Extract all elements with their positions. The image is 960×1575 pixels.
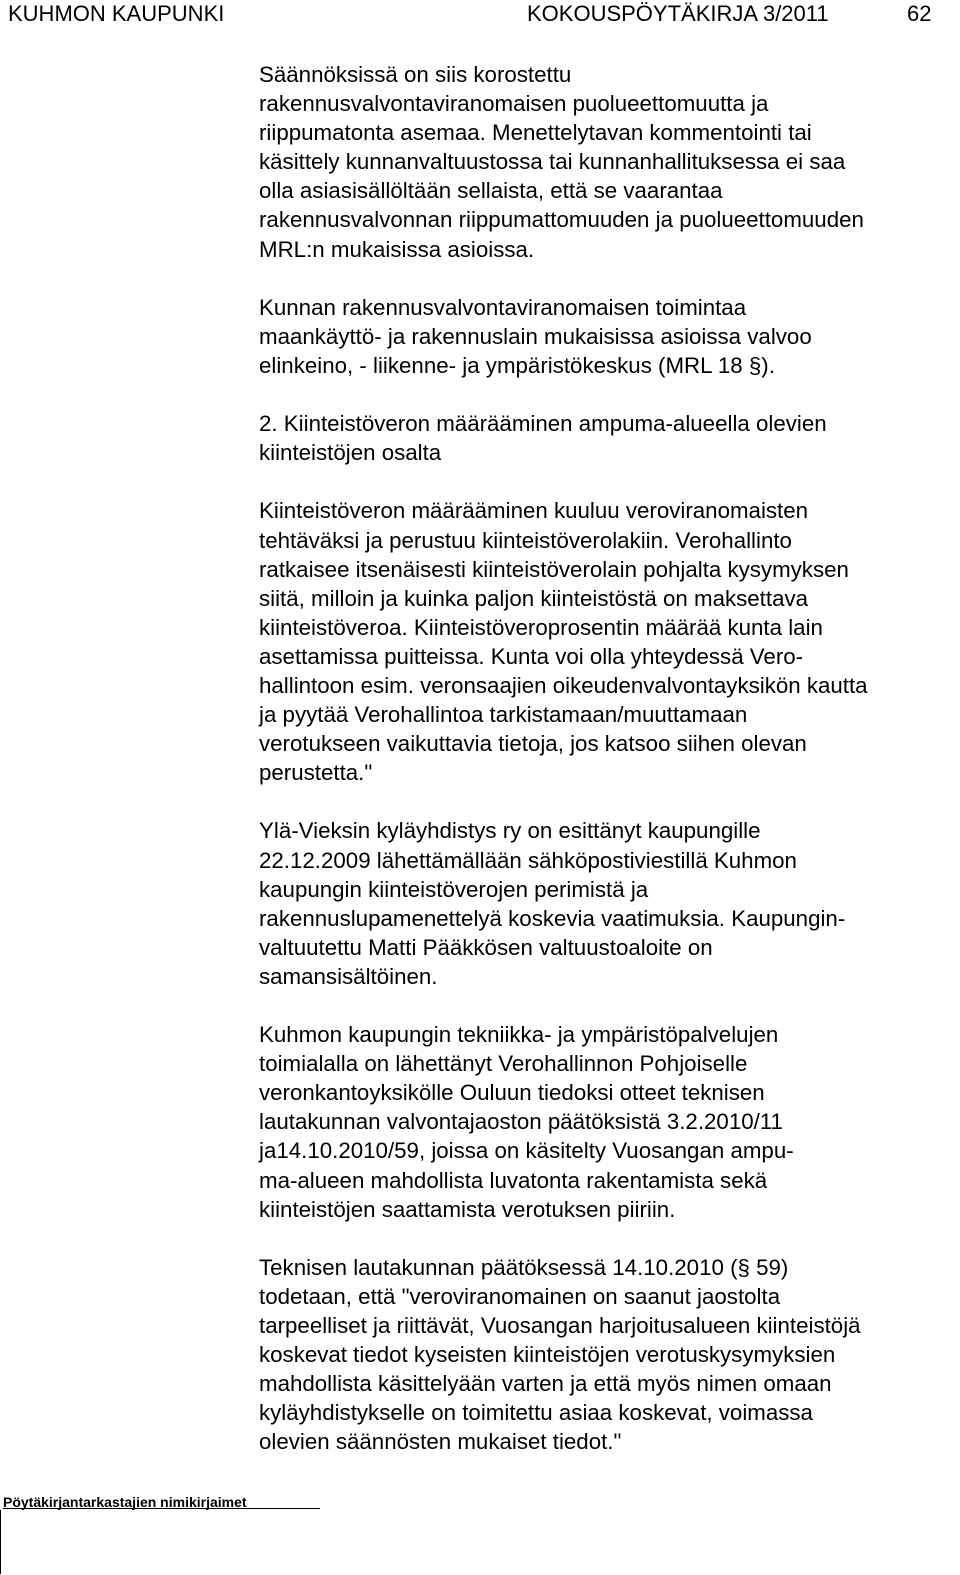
signature-box (0, 1510, 320, 1574)
text-line: Säännöksissä on siis korostettu (259, 62, 572, 87)
text-line: rakennuslupamenettelyä koskevia vaatimuksia. Kaupungin- (259, 905, 846, 931)
text-line: ja14.10.2010/59, joissa on käsitelty Vuosangan ampu- (259, 1138, 794, 1164)
text-line: kiinteistöjen saattamista verotuksen piiriin. (259, 1196, 676, 1222)
text-line: riippumatonta asemaa. Menettelytavan kommentointi tai (259, 120, 812, 146)
text-line: rakennusvalvontaviranomaisen puolueettomuutta ja (259, 91, 769, 117)
text-line: Ylä-Vieksin kyläyhdistys ry on esittänyt kaupungille (259, 818, 761, 844)
signature-label: Pöytäkirjantarkastajien nimikirjaimet (3, 1494, 247, 1510)
paragraph-1 (259, 60, 954, 264)
page-header (0, 0, 960, 30)
text-line: Kiinteistöveron määrääminen kuuluu veroviranomaisten (259, 498, 809, 524)
text-line: tehtäväksi ja perustuu kiinteistöverolakiin. Verohallinto (259, 527, 792, 553)
text-line: siitä, milloin ja kuinka paljon kiinteistöstä on maksettava (259, 585, 809, 611)
text-line: kaupungin kiinteistöverojen perimistä ja (259, 876, 649, 902)
text-line: kiinteistöjen osalta (259, 440, 442, 466)
text-line: verotukseen vaikuttavia tietoja, jos katsoo siihen olevan (259, 731, 807, 757)
text-line: 2. Kiinteistöveron määrääminen ampuma-alueella olevien (259, 411, 827, 437)
page-footer (0, 1488, 960, 1575)
page-number: 62 (907, 1, 932, 26)
document-body (259, 60, 954, 1486)
signature-rule (3, 1508, 320, 1509)
paragraph-2 (259, 293, 954, 380)
text-line: tarpeelliset ja riittävät, Vuosangan harjoitusalueen kiinteistöjä (259, 1313, 861, 1339)
text-line: kiinteistöveroa. Kiinteistöveroprosentin määrää kunta lain (259, 614, 823, 640)
text-line: käsittely kunnanvaltuustossa tai kunnanhallituksessa ei saa (259, 149, 846, 175)
text-line: valtuutettu Matti Pääkkösen valtuustoaloite on (259, 934, 713, 960)
organization-name: KUHMON KAUPUNKI (8, 1, 225, 26)
text-line: hallintoon esim. veronsaajien oikeudenvalvontayksikön kautta (259, 672, 868, 698)
section-heading-2 (259, 409, 954, 467)
text-line: rakennusvalvonnan riippumattomuuden ja puolueettomuuden (259, 207, 864, 233)
text-line: ratkaisee itsenäisesti kiinteistöverolain pohjalta kysymyksen (259, 556, 849, 582)
text-line: toimialalla on lähettänyt Verohallinnon Pohjoiselle (259, 1051, 748, 1077)
text-line: ja pyytää Verohallintoa tarkistamaan/muuttamaan (259, 702, 748, 728)
paragraph-3 (259, 496, 954, 787)
text-line: elinkeino, - liikenne- ja ympäristökeskus (MRL 18 §). (259, 352, 775, 378)
text-line: Kuhmon kaupungin tekniikka- ja ympäristöpalvelujen (259, 1022, 779, 1048)
text-line: todetaan, että "veroviranomainen on saanut jaostolta (259, 1283, 781, 1309)
text-line: veronkantoyksikölle Ouluun tiedoksi otteet teknisen (259, 1080, 765, 1106)
text-line: MRL:n mukaisissa asioissa. (259, 236, 535, 262)
text-line: asettamissa puitteissa. Kunta voi olla yhteydessä Vero- (259, 643, 804, 669)
text-line: 22.12.2009 lähettämällään sähköpostiviestillä Kuhmon (259, 847, 797, 873)
text-line: perustetta." (259, 760, 373, 786)
text-line: olevien säännösten mukaiset tiedot." (259, 1429, 622, 1455)
paragraph-4 (259, 816, 954, 991)
text-line: kyläyhdistykselle on toimitettu asiaa koskevat, voimassa (259, 1400, 813, 1426)
text-line: koskevat tiedot kyseisten kiinteistöjen verotuskysymyksien (259, 1342, 836, 1368)
text-line: Teknisen lautakunnan päätöksessä 14.10.2010 (§ 59) (259, 1254, 789, 1280)
text-line: ma-alueen mahdollista luvatonta rakentamista sekä (259, 1167, 768, 1193)
paragraph-6 (259, 1253, 954, 1457)
text-line: samansisältöinen. (259, 963, 438, 989)
text-line: maankäyttö- ja rakennuslain mukaisissa asioissa valvoo (259, 323, 812, 349)
text-line: olla asiasisällöltään sellaista, että se vaarantaa (259, 178, 723, 204)
text-line: Kunnan rakennusvalvontaviranomaisen toimintaa (259, 294, 747, 320)
text-line: lautakunnan valvontajaoston päätöksistä 3.2.2010/11 (259, 1109, 783, 1135)
text-line: mahdollista käsittelyään varten ja että myös nimen omaan (259, 1371, 832, 1397)
document-title: KOKOUSPÖYTÄKIRJA 3/2011 (527, 1, 829, 26)
paragraph-5 (259, 1020, 954, 1224)
